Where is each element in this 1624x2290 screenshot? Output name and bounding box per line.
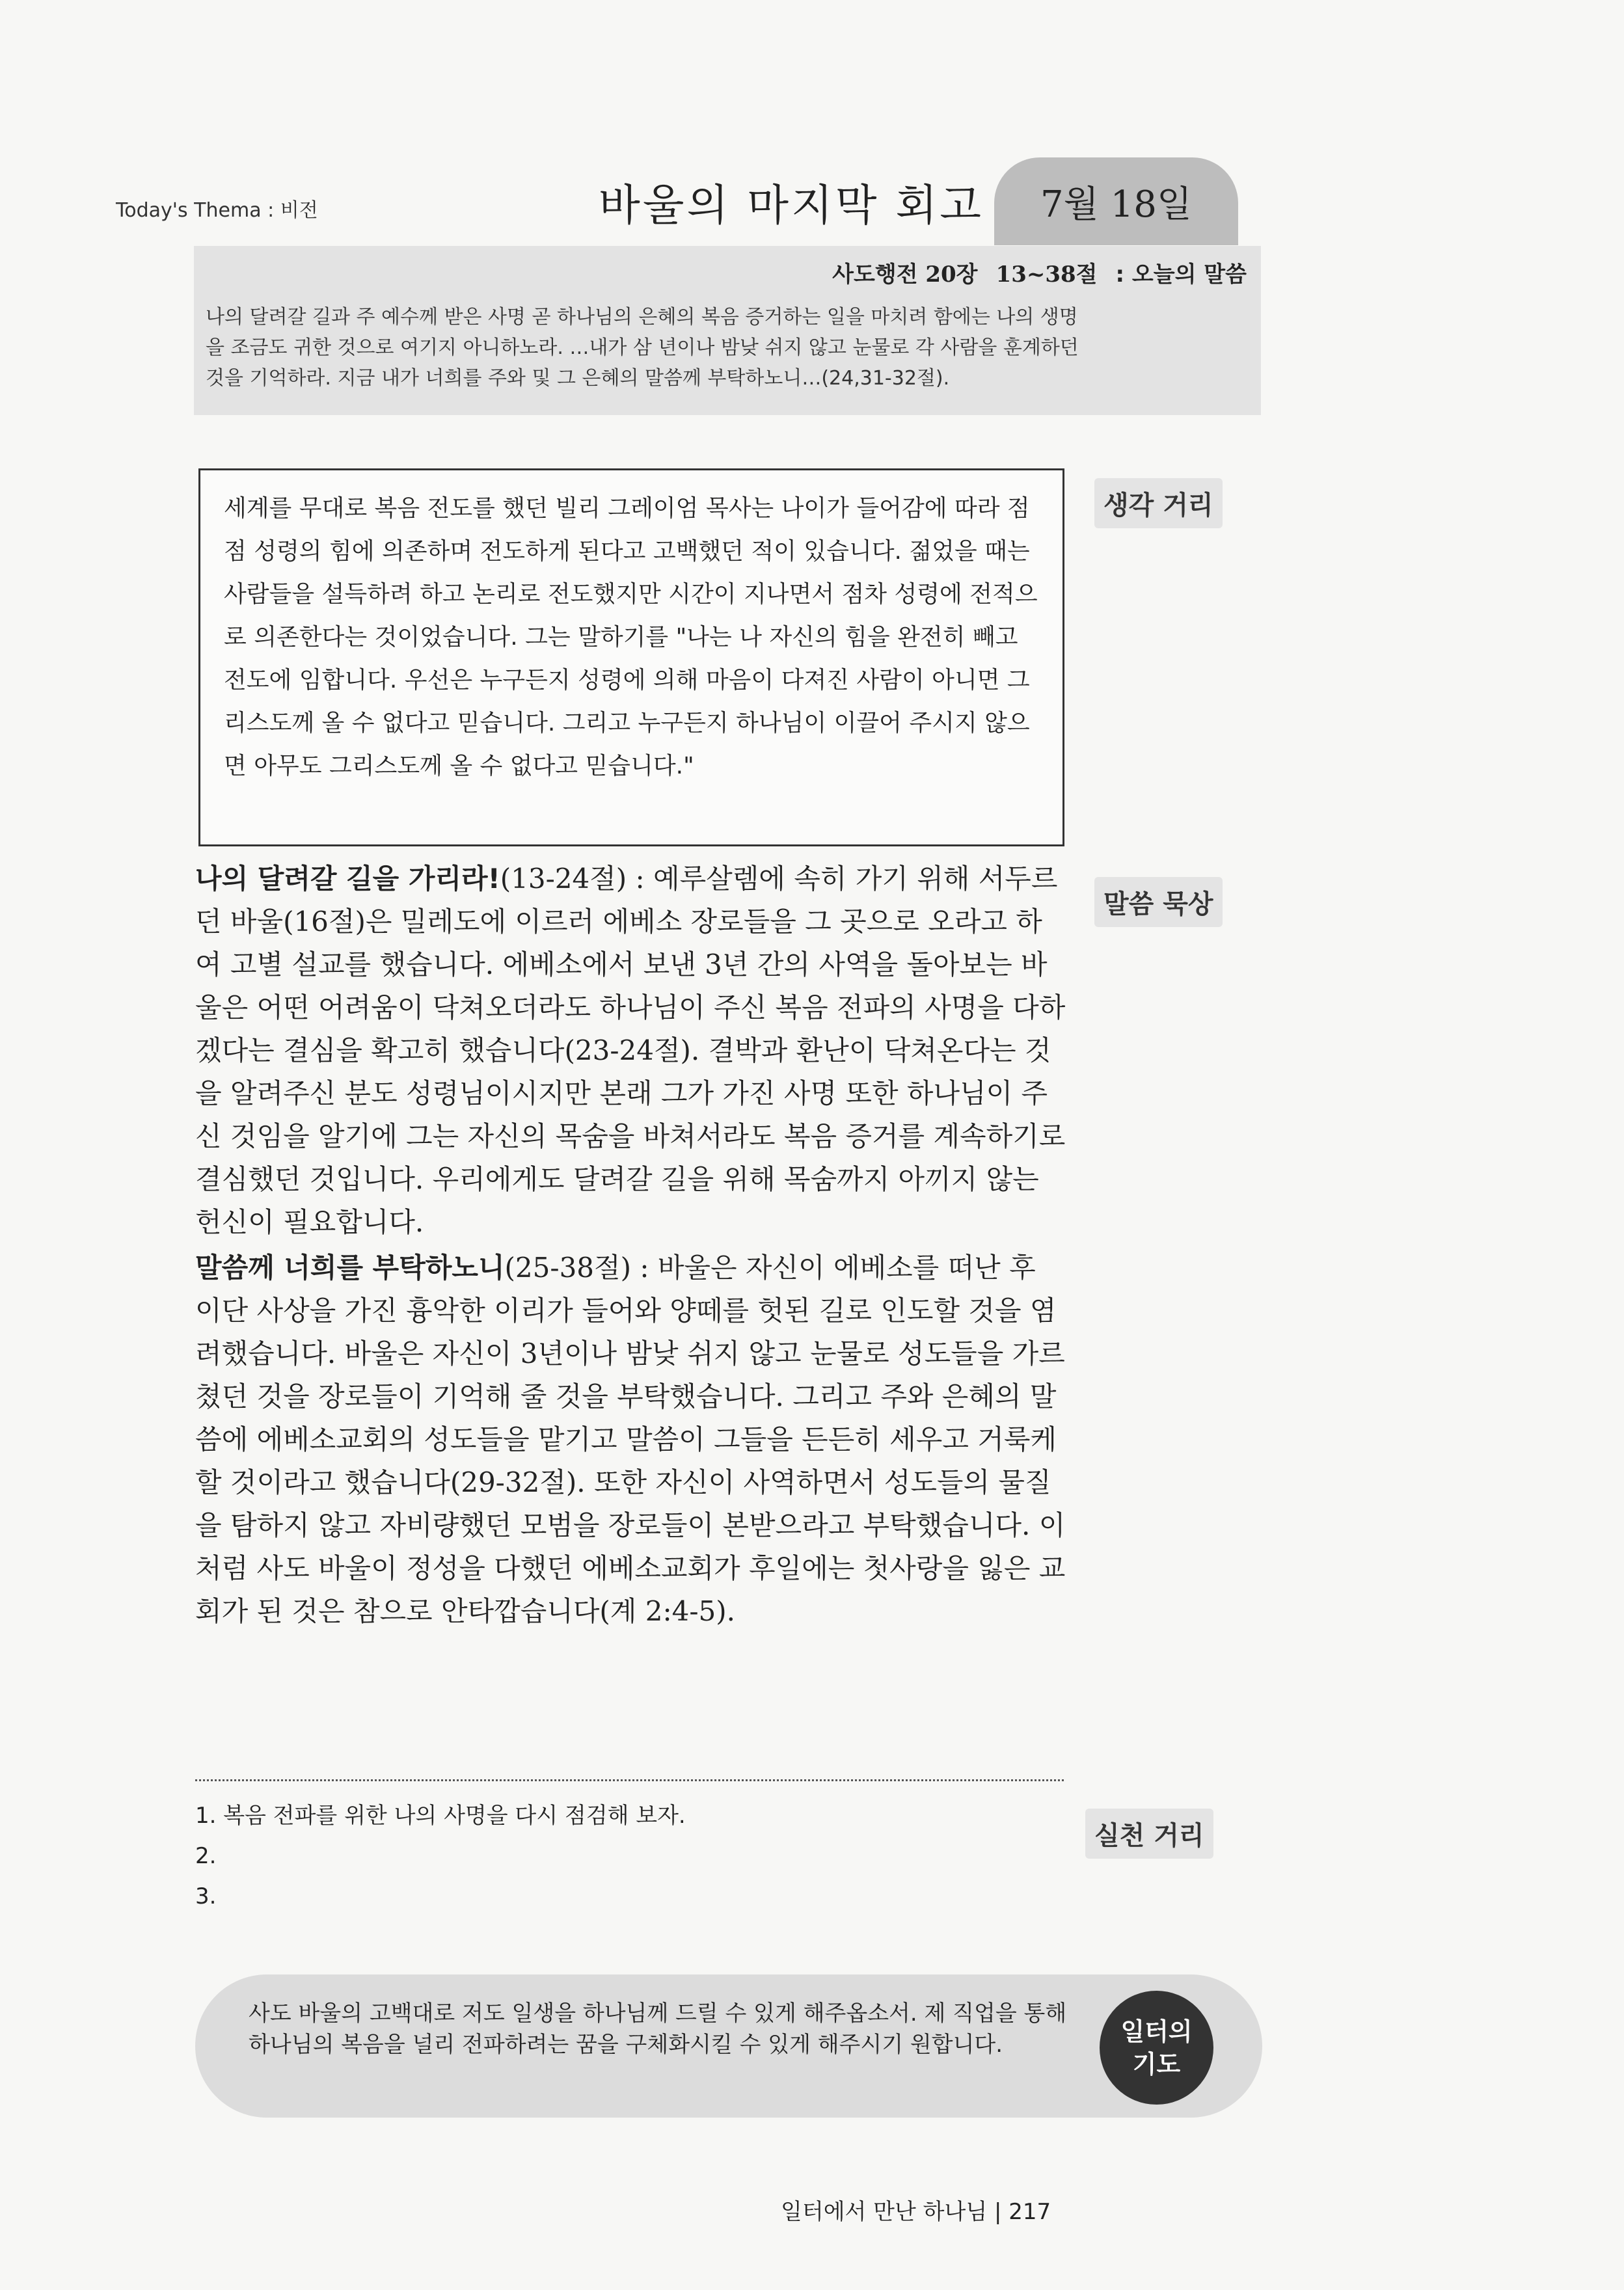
word-label: 말씀 묵상 <box>1094 877 1223 927</box>
prayer-text: 사도 바울의 고백대로 저도 일생을 하나님께 드릴 수 있게 해주옵소서. 제 직업을 통해 하나님의 복음을 널리 전파하려는 꿈을 구체화시킬 수 있게 해주시기 원합니다. <box>249 2000 1067 2058</box>
scripture-text: 나의 달려갈 길과 주 예수께 받은 사명 곧 하나님의 은혜의 복음 증거하는 일을 마치려 함에는 나의 생명을 조금도 귀한 것으로 여기지 아니하노라. …내가 삼 년이나 밤낮 쉬지 않고 눈물로 각 사람을 훈계하던 것을 기억하라. 지금 내가 너희를 주와 및 그 은혜의 말씀께 부탁하노니…(24,31-32절). <box>206 306 1079 390</box>
scripture-reference <box>832 256 1247 288</box>
think-label: 생각 거리 <box>1094 478 1223 528</box>
scripture-box <box>194 246 1261 415</box>
meditation-paragraph <box>195 1246 1067 1633</box>
practice-item: 1. 복음 전파를 위한 나의 사명을 다시 점검해 보자. <box>195 1803 686 1829</box>
today-thema: Today's Thema : 비전 <box>116 199 318 222</box>
practice-item: 3. <box>195 1883 217 1909</box>
scripture-label: : 오늘의 말씀 <box>1115 262 1247 288</box>
story-text: 세계를 무대로 복음 전도를 했던 빌리 그레이엄 목사는 나이가 들어감에 따라 점점 성령의 힘에 의존하며 전도하게 된다고 고백했던 적이 있습니다. 젊었을 때는 사람들을 설득하려 하고 논리로 전도했지만 시간이 지나면서 점차 성령에 전적으로 의존한다는 것이었습니다. 그는 말하기를 "나는 나 자신의 힘을 완전히 빼고 전도에 임합니다. 우선은 누구든지 성령에 의해 마음이 다져진 사람이 아니면 그리스도께 올 수 없다고 믿습니다. 그리고 누구든지 하나님이 이끌어 주시지 않으면 아무도 그리스도께 올 수 없다고 믿습니다." <box>224 495 1038 779</box>
page-title: 바울의 마지막 회고 <box>599 180 984 230</box>
meditation-heading-2: 말씀께 너희를 부탁하노니 <box>195 1252 505 1284</box>
date-tab: 7월 18일 <box>994 157 1238 245</box>
practice-list <box>195 1796 1041 1917</box>
prayer-badge-line1: 일터의 <box>1120 2017 1193 2046</box>
prayer-badge-line2: 기도 <box>1132 2049 1181 2079</box>
prayer-badge <box>1100 1991 1213 2105</box>
meditation-body-1: (13-24절) : 예루살렘에 속히 가기 위해 서두르던 바울(16절)은 밀레도에 이르러 에베소 장로들을 그 곳으로 오라고 하여 고별 설교를 했습니다. 에베소에서 보낸 3년 간의 사역을 돌아보는 바울은 어떤 어려움이 닥쳐오더라도 하나님이 주신 복음 전파의 사명을 다하겠다는 결심을 확고히 했습니다(23-24절). 결박과 환난이 닥쳐온다는 것을 알려주신 분도 성령님이시지만 본래 그가 가진 사명 또한 하나님이 주신 것임을 알기에 그는 자신의 목숨을 바쳐서라도 복음 증거를 계속하기로 결심했던 것입니다. 우리에게도 달려갈 길을 위해 목숨까지 아끼지 않는 헌신이 필요합니다. <box>195 863 1066 1238</box>
story-box <box>198 468 1064 846</box>
practice-label: 실천 거리 <box>1085 1809 1213 1859</box>
meditation-body-2: (25-38절) : 바울은 자신이 에베소를 떠난 후 이단 사상을 가진 흉악한 이리가 들어와 양떼를 헛된 길로 인도할 것을 염려했습니다. 바울은 자신이 3년이나 밤낮 쉬지 않고 눈물로 성도들을 가르쳤던 것을 장로들이 기억해 줄 것을 부탁했습니다. 그리고 주와 은혜의 말씀에 에베소교회의 성도들을 맡기고 말씀이 그들을 든든히 세우고 거룩케 할 것이라고 했습니다(29-32절). 또한 자신이 사역하면서 성도들의 물질을 탐하지 않고 자비량했던 모범을 장로들이 본받으라고 부탁했습니다. 이처럼 사도 바울이 정성을 다했던 에베소교회가 후일에는 첫사랑을 잃은 교회가 된 것은 참으로 안타깝습니다(계 2:4-5). <box>195 1252 1066 1627</box>
scripture-book-chapter: 사도행전 20장 <box>832 262 978 288</box>
meditation-text <box>195 857 1067 1636</box>
meditation-paragraph <box>195 857 1067 1244</box>
meditation-heading-1: 나의 달려갈 길을 가리라! <box>195 863 500 895</box>
practice-item: 2. <box>195 1843 217 1869</box>
scripture-verses: 13~38절 <box>995 262 1098 288</box>
page-footer: 일터에서 만난 하나님 | 217 <box>781 2199 1051 2225</box>
divider <box>195 1779 1064 1781</box>
